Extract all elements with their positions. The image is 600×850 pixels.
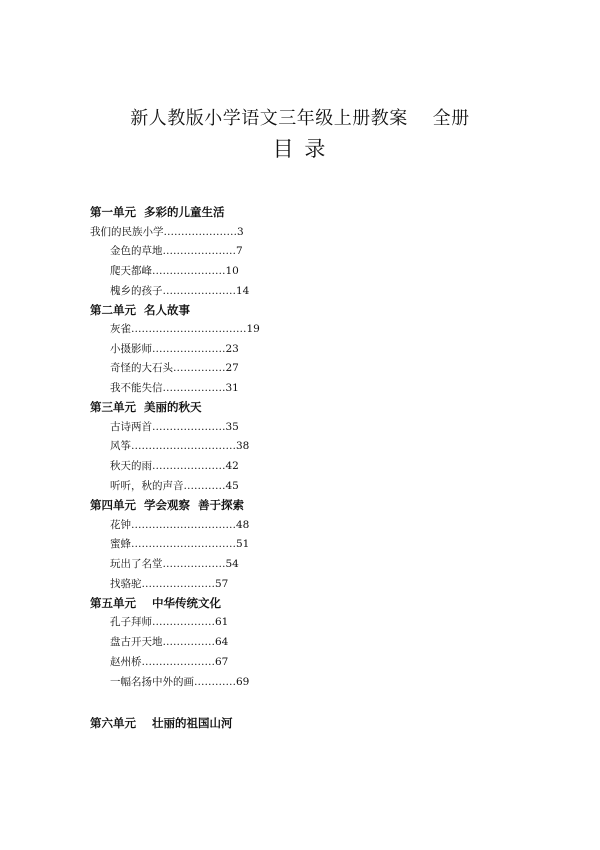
toc-entry: 赵州桥…………………67 (110, 656, 229, 668)
unit-heading: 第三单元 美丽的秋天 (90, 400, 202, 414)
toc-entry: 小摄影师…………………23 (110, 343, 239, 355)
toc-entry: 灰雀……………………………19 (110, 323, 260, 335)
toc-entry: 奇怪的大石头……………27 (110, 362, 239, 374)
unit-heading: 第六单元 壮丽的祖国山河 (90, 716, 233, 730)
unit-heading: 第一单元 多彩的儿童生活 (90, 205, 225, 219)
unit-heading: 第五单元 中华传统文化 (90, 596, 222, 610)
toc-entry: 一幅名扬中外的画…………69 (110, 676, 250, 688)
toc-entry: 金色的草地…………………7 (110, 245, 243, 257)
toc-entry: 古诗两首…………………35 (110, 421, 239, 433)
toc-entry: 我不能失信………………31 (110, 382, 239, 394)
toc-entry: 听听，秋的声音…………45 (110, 480, 239, 492)
toc-entry: 盘古开天地……………64 (110, 636, 229, 648)
toc-entry: 花钟…………………………48 (110, 519, 250, 531)
toc-entry: 蜜蜂…………………………51 (110, 538, 250, 550)
unit-heading: 第二单元 名人故事 (90, 303, 191, 317)
toc-entry: 槐乡的孩子…………………14 (110, 285, 250, 297)
toc-entry: 爬天都峰…………………10 (110, 265, 239, 277)
document-title: 新人教版小学语文三年级上册教案 全册 (130, 108, 470, 129)
toc-entry: 风筝…………………………38 (110, 440, 250, 452)
toc-entry: 找骆驼…………………57 (110, 578, 229, 590)
toc-entry: 秋天的雨…………………42 (110, 460, 239, 472)
toc-entry: 玩出了名堂………………54 (110, 558, 239, 570)
toc-heading: 目 录 (272, 137, 328, 161)
unit-heading: 第四单元 学会观察 善于探索 (90, 498, 245, 512)
toc-entry: 孔子拜师………………61 (110, 616, 229, 628)
toc-entry: 我们的民族小学…………………3 (90, 226, 244, 238)
